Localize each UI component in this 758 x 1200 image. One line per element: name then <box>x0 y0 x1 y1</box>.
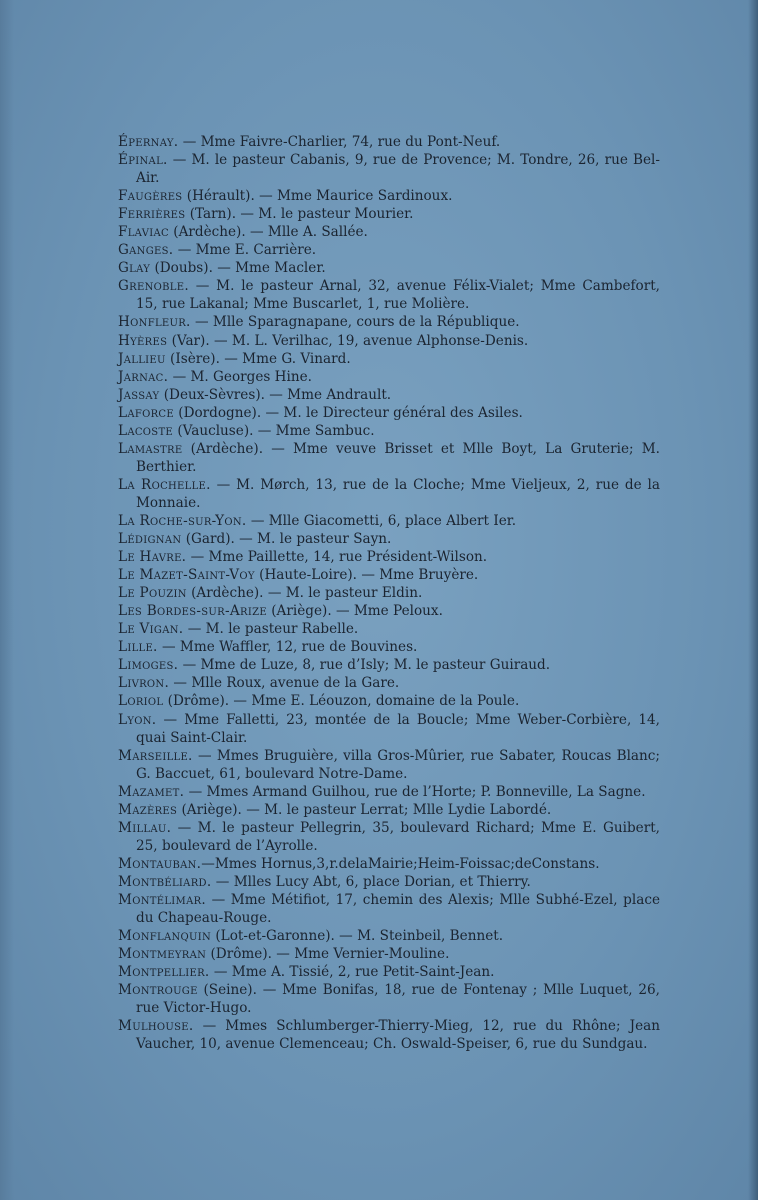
list-item <box>118 530 660 548</box>
city-name: Mazamet. <box>118 783 185 800</box>
list-item <box>118 963 660 981</box>
entry-text: — Mme Falletti, 23, montée de la Boucle; Mme Weber-Corbière, 14, quai Saint-Clair. <box>136 711 660 746</box>
city-name: Ganges. <box>118 242 174 259</box>
list-item <box>118 981 660 1017</box>
entry-text: (Drôme). — Mme E. Léouzon, domaine de la Poule. <box>163 693 520 710</box>
entry-text: —Mmes Hornus,3,r.delaMairie;Heim-Foissac;deConstans. <box>201 855 600 872</box>
list-item <box>118 1017 660 1053</box>
entry-text: — Mme Faivre-Charlier, 74, rue du Pont-Neuf. <box>178 134 501 150</box>
entry-text: (Ardèche). — M. le pasteur Eldin. <box>186 585 423 602</box>
city-name: Mazères <box>118 801 178 818</box>
city-name: Laforce <box>118 404 174 421</box>
city-name: Jassay <box>118 386 160 403</box>
list-item <box>118 223 660 241</box>
list-item <box>118 602 660 620</box>
list-item <box>118 620 660 638</box>
list-item <box>118 656 660 674</box>
entry-text: — Mme de Luze, 8, rue d’Isly; M. le pasteur Guiraud. <box>178 657 551 674</box>
entry-text: — M. Mørch, 13, rue de la Cloche; Mme Vieljeux, 2, rue de la Monnaie. <box>136 476 660 511</box>
entry-text: (Lot-et-Garonne). — M. Steinbeil, Bennet. <box>211 928 504 945</box>
entry-text: (Dordogne). — M. le Directeur général des Asiles. <box>173 404 523 421</box>
list-item <box>118 277 660 313</box>
list-item <box>118 386 660 404</box>
entry-text: (Isère). — Mme G. Vinard. <box>165 350 351 367</box>
list-item <box>118 422 660 440</box>
entry-text: (Seine). — Mme Bonifas, 18, rue de Fontenay ; Mlle Luquet, 26, rue Victor-Hugo. <box>136 982 660 1017</box>
entry-text: — M. le pasteur Pellegrin, 35, boulevard Richard; Mme E. Guibert, 25, boulevard de l’Ayrolle. <box>136 819 660 854</box>
entry-text: — M. le pasteur Rabelle. <box>183 621 359 638</box>
entry-text: — Mlle Roux, avenue de la Gare. <box>169 675 400 692</box>
entry-text: — Mmes Schlumberger-Thierry-Mieg, 12, rue du Rhône; Jean Vaucher, 10, avenue Clemenceau; Ch. Oswald-Speiser, 6, rue du Sundgau. <box>136 1018 660 1053</box>
city-name: Les Bordes-sur-Arize <box>118 603 267 620</box>
city-name: Jarnac. <box>118 368 169 385</box>
entry-text: (Ariège). — Mme Peloux. <box>266 603 443 620</box>
city-name: Montbéliard. <box>118 873 212 890</box>
entry-text: — M. le pasteur Arnal, 32, avenue Félix-Vialet; Mme Cambefort, 15, rue Lakanal; Mme Buscarlet, 1, rue Molière. <box>136 278 660 313</box>
address-list <box>118 133 660 1053</box>
city-name: Le Pouzin <box>118 585 187 602</box>
entry-text: (Deux-Sèvres). — Mme Andrault. <box>159 386 392 403</box>
list-item <box>118 819 660 855</box>
list-item <box>118 512 660 530</box>
list-item <box>118 151 660 187</box>
list-item <box>118 855 660 873</box>
list-item <box>118 259 660 277</box>
list-item <box>118 711 660 747</box>
city-name: Grenoble. <box>118 278 189 295</box>
city-name: Lédignan <box>118 531 182 548</box>
entry-text: (Ariège). — M. le pasteur Lerrat; Mlle Lydie Labordé. <box>177 801 552 818</box>
list-item <box>118 187 660 205</box>
list-item <box>118 548 660 566</box>
entry-text: — Mlles Lucy Abt, 6, place Dorian, et Thierry. <box>211 873 531 890</box>
city-name: Montélimar. <box>118 891 207 908</box>
entry-text: (Hérault). — Mme Maurice Sardinoux. <box>182 188 453 205</box>
city-name: Ferrières <box>118 206 186 223</box>
entry-text: (Gard). — M. le pasteur Sayn. <box>181 531 392 548</box>
entry-text: — Mme Métifiot, 17, chemin des Alexis; Mlle Subhé-Ezel, place du Chapeau-Rouge. <box>136 891 660 927</box>
entry-text: (Doubs). — Mme Macler. <box>150 260 326 277</box>
city-name: Loriol <box>118 693 164 710</box>
city-name: Montrouge <box>118 982 198 999</box>
list-item <box>118 891 660 927</box>
city-name: La Roche-sur-Yon. <box>118 512 247 529</box>
page-edge-left <box>0 0 14 1200</box>
list-item <box>118 350 660 368</box>
list-item <box>118 440 660 476</box>
entry-text: (Haute-Loire). — Mme Bruyère. <box>254 567 479 584</box>
city-name: Montauban. <box>118 855 202 872</box>
city-name: Millau. <box>118 819 172 836</box>
list-item <box>118 313 660 331</box>
list-item <box>118 476 660 512</box>
city-name: Lamastre <box>118 440 183 457</box>
list-item <box>118 692 660 710</box>
entry-text: (Ardèche). — Mlle A. Sallée. <box>168 224 368 241</box>
entry-text: — Mme Waffler, 12, rue de Bouvines. <box>157 639 418 656</box>
list-item <box>118 801 660 819</box>
city-name: Lyon. <box>118 711 157 728</box>
list-item <box>118 332 660 350</box>
list-item <box>118 241 660 259</box>
city-name: La Rochelle. <box>118 476 211 493</box>
entry-text: (Var). — M. L. Verilhac, 19, avenue Alphonse-Denis. <box>167 332 529 349</box>
entry-text: (Drôme). — Mme Vernier-Mouline. <box>206 946 450 963</box>
city-name: Hyères <box>118 332 168 349</box>
list-item <box>118 368 660 386</box>
entry-text: — Mmes Bruguière, villa Gros-Mûrier, rue Sabater, Roucas Blanc; G. Baccuet, 61, boulevard Notre-Dame. <box>136 747 660 782</box>
entry-text: — M. le pasteur Cabanis, 9, rue de Provence; M. Tondre, 26, rue Bel-Air. <box>136 152 660 187</box>
list-item <box>118 674 660 692</box>
city-name: Honfleur. <box>118 314 191 331</box>
list-item <box>118 584 660 602</box>
page-edge-right <box>748 0 758 1200</box>
list-item <box>118 205 660 223</box>
entry-text: (Ardèche). — Mme veuve Brisset et Mlle Boyt, La Gruterie; M. Berthier. <box>136 440 660 475</box>
city-name: Faugères <box>118 188 183 205</box>
list-item <box>118 638 660 656</box>
entry-text: — Mlle Sparagnapane, cours de la République. <box>190 314 520 331</box>
city-name: Lacoste <box>118 422 174 439</box>
entry-text: — Mme Paillette, 14, rue Président-Wilson. <box>186 549 488 566</box>
entry-text: — Mme A. Tissié, 2, rue Petit-Saint-Jean. <box>209 964 495 981</box>
list-item <box>118 133 660 151</box>
city-name: Glay <box>118 260 151 277</box>
city-name: Livron. <box>118 675 170 692</box>
list-item <box>118 945 660 963</box>
city-name: Épernay. <box>118 134 179 150</box>
city-name: Montmeyran <box>118 946 207 963</box>
entry-text: — Mlle Giacometti, 6, place Albert Ier. <box>246 512 517 529</box>
list-item <box>118 404 660 422</box>
city-name: Flaviac <box>118 224 169 241</box>
entry-text: (Vaucluse). — Mme Sambuc. <box>173 422 375 439</box>
city-name: Jallieu <box>118 350 166 367</box>
city-name: Épinal. <box>118 152 168 169</box>
list-item <box>118 783 660 801</box>
city-name: Le Vigan. <box>118 621 184 638</box>
list-item <box>118 566 660 584</box>
entry-text: — M. Georges Hine. <box>168 368 312 385</box>
entry-text: — Mme E. Carrière. <box>173 242 317 259</box>
city-name: Monflanquin <box>118 928 212 945</box>
entry-text: (Tarn). — M. le pasteur Mourier. <box>185 206 414 223</box>
list-item <box>118 927 660 945</box>
city-name: Le Mazet-Saint-Voy <box>118 567 255 584</box>
city-name: Marseille. <box>118 747 193 764</box>
city-name: Limoges. <box>118 657 179 674</box>
list-item <box>118 747 660 783</box>
city-name: Le Havre. <box>118 549 187 566</box>
list-item <box>118 873 660 891</box>
city-name: Mulhouse. <box>118 1018 194 1035</box>
entry-text: — Mmes Armand Guilhou, rue de l’Horte; P. Bonneville, La Sagne. <box>184 783 646 800</box>
city-name: Montpellier. <box>118 964 210 981</box>
city-name: Lille. <box>118 639 158 656</box>
